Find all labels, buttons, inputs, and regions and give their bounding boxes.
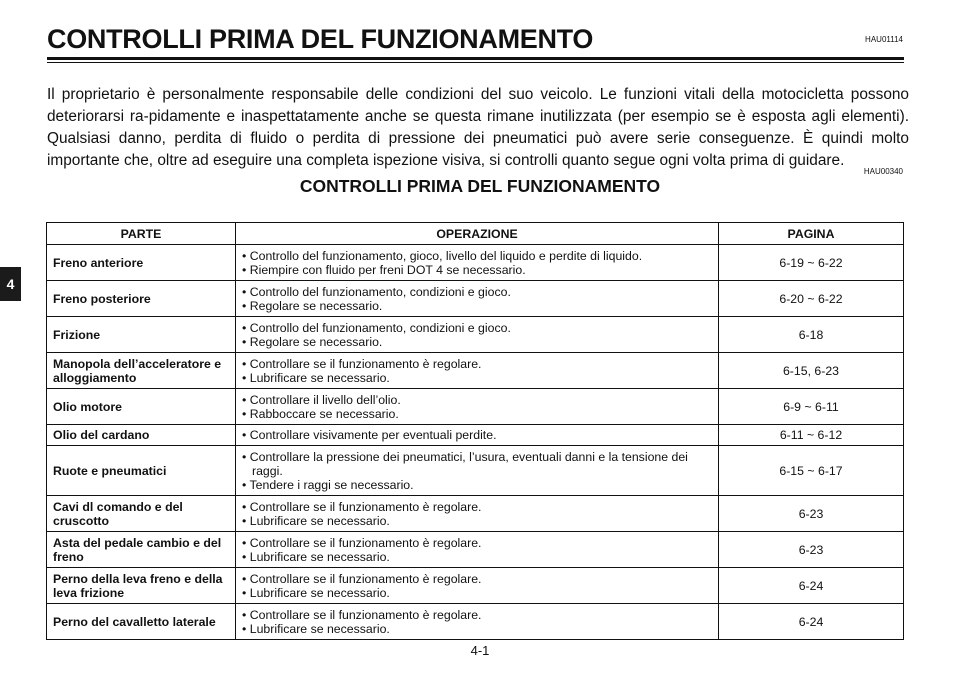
- table-body: [47, 245, 904, 640]
- operation-text: Controllo del funzionamento, condizioni e gioco.: [249, 284, 511, 299]
- table-row: [47, 281, 904, 317]
- bullet-icon: •: [242, 428, 250, 442]
- bullet-icon: •: [242, 499, 250, 514]
- operation-item: [242, 500, 712, 514]
- bullet-icon: •: [242, 334, 250, 349]
- cell-page: 6-19 ~ 6-22: [719, 245, 904, 281]
- section-subtitle: CONTROLLI PRIMA DEL FUNZIONAMENTO: [299, 176, 661, 196]
- operation-item: [242, 622, 712, 636]
- page-number: 4-1: [470, 643, 490, 658]
- operation-item: [242, 393, 712, 407]
- header-parte: PARTE: [47, 223, 236, 245]
- bullet-icon: •: [242, 477, 250, 492]
- operation-item: [242, 608, 712, 622]
- bullet-icon: •: [242, 298, 250, 313]
- title-rule-thin: [47, 62, 904, 63]
- operation-text: Rabboccare se necessario.: [249, 406, 399, 421]
- table-row: [47, 496, 904, 532]
- bullet-icon: •: [242, 370, 250, 385]
- reference-code-top: HAU01114: [865, 35, 903, 44]
- cell-page: 6-18: [719, 317, 904, 353]
- table-row: [47, 245, 904, 281]
- table-row: [47, 425, 904, 446]
- operation-text: Controllare visivamente per eventuali perdite.: [249, 428, 497, 442]
- header-operazione: OPERAZIONE: [236, 223, 719, 245]
- cell-page: 6-24: [719, 568, 904, 604]
- title-rule-thick: [47, 57, 904, 60]
- cell-operation: [236, 389, 719, 425]
- operation-text: Regolare se necessario.: [249, 334, 383, 349]
- cell-page: 6-23: [719, 496, 904, 532]
- operation-text: Controllare se il funzionamento è regolare.: [249, 499, 482, 514]
- operation-item: [242, 586, 712, 600]
- operation-text: Controllare se il funzionamento è regolare.: [249, 607, 482, 622]
- table-row: [47, 389, 904, 425]
- cell-operation: [236, 568, 719, 604]
- bullet-icon: •: [242, 320, 250, 335]
- intro-paragraph: Il proprietario è personalmente responsabile delle condizioni del suo veicolo. Le funzioni vitali della motocicletta possono deteriorarsi ra-pidamente e inaspettatamente anche se questa rimane inutilizzata (per esempio se è esposta agli elementi). Qualsiasi danno, perdita di fluido o perdita di pressione dei pneumatici può avere serie conseguenze. È quindi molto importante che, oltre ad eseguire una completa ispezione visiva, si controlli quanto segue ogni volta prima di guidare.: [47, 86, 909, 169]
- operation-item: [242, 514, 712, 528]
- operation-item: [242, 550, 712, 564]
- bullet-icon: •: [242, 585, 250, 600]
- cell-part: Freno anteriore: [47, 245, 236, 281]
- cell-page: 6-20 ~ 6-22: [719, 281, 904, 317]
- operation-text: Controllare la pressione dei pneumatici, l’usura, eventuali danni e la tensione dei raggi.: [249, 449, 688, 478]
- table-header-row: [47, 223, 904, 245]
- operation-item: [242, 407, 712, 421]
- operation-item: [242, 335, 712, 349]
- cell-operation: [236, 317, 719, 353]
- header-pagina: PAGINA: [719, 223, 904, 245]
- bullet-icon: •: [242, 621, 250, 636]
- cell-operation: [236, 496, 719, 532]
- operation-text: Controllare se il funzionamento è regolare.: [249, 535, 482, 550]
- operation-text: Controllo del funzionamento, gioco, livello del liquido e perdite di liquido.: [249, 248, 643, 263]
- cell-part: Ruote e pneumatici: [47, 446, 236, 496]
- operation-item: [242, 572, 712, 586]
- operation-item: [242, 299, 712, 313]
- operation-text: Controllare il livello dell’olio.: [249, 392, 401, 407]
- bullet-icon: •: [242, 284, 250, 299]
- operation-text: Tendere i raggi se necessario.: [249, 477, 414, 492]
- cell-page: 6-11 ~ 6-12: [719, 425, 904, 446]
- bullet-icon: •: [242, 392, 250, 407]
- cell-part: Cavi dl comando e del cruscotto: [47, 496, 236, 532]
- cell-part: Manopola dell’acceleratore e alloggiamento: [47, 353, 236, 389]
- operation-item: [242, 478, 712, 492]
- cell-part: Olio del cardano: [47, 425, 236, 446]
- bullet-icon: •: [242, 248, 250, 263]
- cell-part: Asta del pedale cambio e del freno: [47, 532, 236, 568]
- cell-page: 6-24: [719, 604, 904, 640]
- operation-text: Lubrificare se necessario.: [249, 370, 390, 385]
- bullet-icon: •: [242, 406, 250, 421]
- table-row: [47, 532, 904, 568]
- cell-part: Freno posteriore: [47, 281, 236, 317]
- bullet-icon: •: [242, 535, 250, 550]
- operation-text: Regolare se necessario.: [249, 298, 383, 313]
- operation-item: [242, 285, 712, 299]
- table-row: [47, 446, 904, 496]
- table-row: [47, 353, 904, 389]
- operation-item: [242, 249, 712, 263]
- cell-operation: [236, 532, 719, 568]
- table-row: [47, 317, 904, 353]
- bullet-icon: •: [242, 356, 250, 371]
- reference-code-mid: HAU00340: [863, 167, 903, 176]
- chapter-tab: 4: [0, 267, 21, 301]
- table-row: [47, 568, 904, 604]
- cell-operation: [236, 446, 719, 496]
- cell-part: Perno del cavalletto laterale: [47, 604, 236, 640]
- operation-text: Controllo del funzionamento, condizioni e gioco.: [249, 320, 511, 335]
- cell-page: 6-15 ~ 6-17: [719, 446, 904, 496]
- operation-item: [242, 357, 712, 371]
- bullet-icon: •: [242, 513, 250, 528]
- operation-text: Controllare se il funzionamento è regolare.: [249, 356, 482, 371]
- inspection-table: [46, 222, 904, 640]
- page-title: CONTROLLI PRIMA DEL FUNZIONAMENTO: [47, 24, 594, 54]
- bullet-icon: •: [242, 607, 250, 622]
- cell-operation: [236, 604, 719, 640]
- operation-text: Riempire con fluido per freni DOT 4 se necessario.: [249, 262, 526, 277]
- operation-item: [242, 371, 712, 385]
- operation-item: [242, 263, 712, 277]
- cell-operation: [236, 425, 719, 446]
- operation-text: Controllare se il funzionamento è regolare.: [249, 571, 482, 586]
- cell-part: Olio motore: [47, 389, 236, 425]
- operation-text: Lubrificare se necessario.: [249, 621, 390, 636]
- operation-text: Lubrificare se necessario.: [249, 549, 390, 564]
- cell-operation: [236, 353, 719, 389]
- cell-page: 6-9 ~ 6-11: [719, 389, 904, 425]
- operation-item: [242, 321, 712, 335]
- cell-page: 6-15, 6-23: [719, 353, 904, 389]
- cell-part: Perno della leva freno e della leva frizione: [47, 568, 236, 604]
- bullet-icon: •: [242, 571, 250, 586]
- bullet-icon: •: [242, 449, 250, 464]
- operation-text: Lubrificare se necessario.: [249, 513, 390, 528]
- operation-item: [242, 428, 712, 442]
- operation-item: [242, 450, 712, 478]
- bullet-icon: •: [242, 549, 250, 564]
- bullet-icon: •: [242, 262, 250, 277]
- operation-text: Lubrificare se necessario.: [249, 585, 390, 600]
- cell-operation: [236, 245, 719, 281]
- cell-part: Frizione: [47, 317, 236, 353]
- cell-operation: [236, 281, 719, 317]
- table-row: [47, 604, 904, 640]
- operation-item: [242, 536, 712, 550]
- cell-page: 6-23: [719, 532, 904, 568]
